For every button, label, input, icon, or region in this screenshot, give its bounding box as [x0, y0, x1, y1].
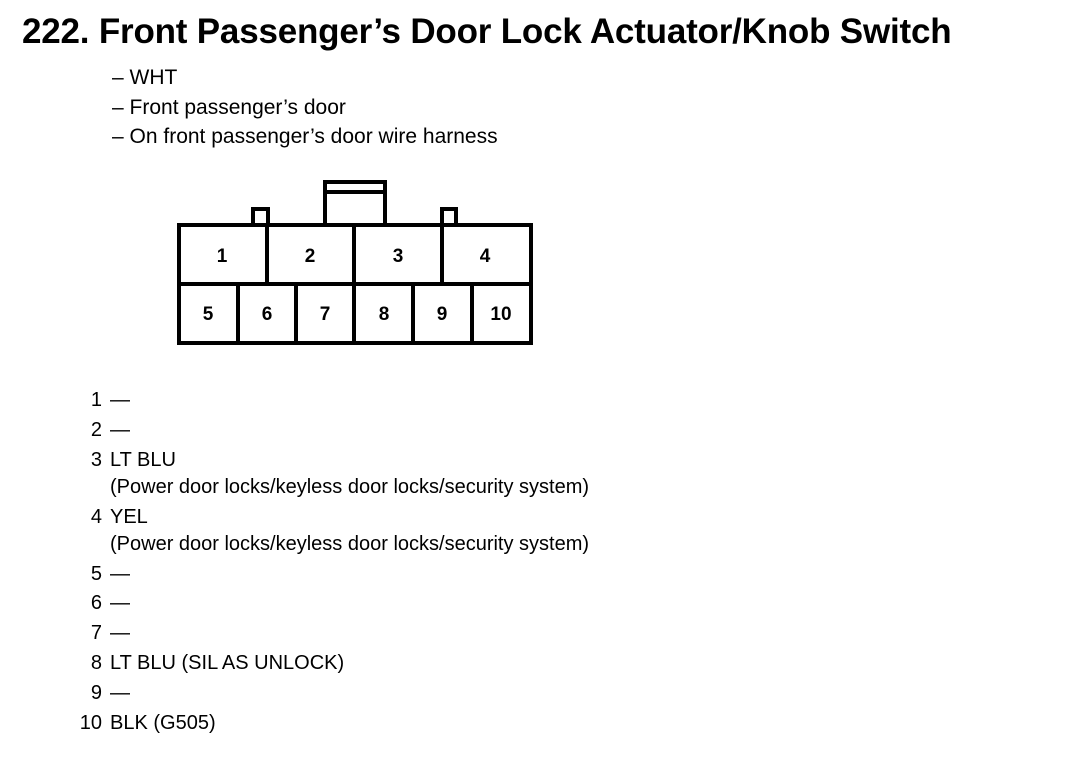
pin-number: 5 — [90, 562, 102, 585]
pin-circuit-note: (Power door locks/keyless door locks/security system) — [110, 475, 590, 498]
pin-circuit-note: (Power door locks/keyless door locks/security system) — [110, 532, 590, 555]
pin-wire: BLK (G505) — [110, 711, 216, 734]
pin-number: 7 — [90, 622, 102, 645]
connector-harness: – On front passenger’s door wire harness — [112, 125, 498, 148]
connector-color: – WHT — [112, 66, 178, 89]
connector-lock — [325, 182, 385, 225]
pin-wire: — — [110, 418, 130, 441]
cavity-2: 2 — [304, 246, 316, 267]
cavity-3: 3 — [392, 246, 404, 267]
cavity-4: 4 — [479, 246, 491, 267]
cavity-7: 7 — [319, 304, 331, 325]
pin-wire: — — [110, 562, 130, 585]
pin-wire: LT BLU — [110, 448, 176, 471]
cavity-9: 9 — [436, 304, 448, 325]
page-title: 222. Front Passenger’s Door Lock Actuator/Knob Switch — [22, 12, 952, 51]
cavity-5: 5 — [202, 304, 214, 325]
pin-number: 8 — [90, 651, 102, 674]
pin-number: 1 — [90, 389, 102, 411]
cavity-6: 6 — [261, 304, 273, 325]
pin-number: 9 — [90, 681, 102, 704]
connector-location: – Front passenger’s door — [112, 95, 346, 119]
latch-tab-right — [442, 209, 456, 225]
pin-number: 4 — [90, 505, 102, 528]
pin-wire: — — [110, 389, 130, 411]
pin-wire: LT BLU (SIL AS UNLOCK) — [110, 651, 345, 674]
cavity-10: 10 — [490, 304, 512, 325]
cavity-8: 8 — [378, 304, 390, 325]
pin-wire: — — [110, 622, 130, 645]
pin-number: 3 — [90, 448, 102, 471]
latch-tab-left — [253, 209, 268, 225]
pin-number: 10 — [79, 711, 102, 734]
pin-number: 2 — [90, 418, 102, 441]
pin-wire: YEL — [110, 505, 148, 528]
pin-wire: — — [110, 681, 130, 704]
pin-wire: — — [110, 592, 130, 615]
cavity-1: 1 — [216, 246, 228, 267]
pin-number: 6 — [90, 592, 102, 615]
